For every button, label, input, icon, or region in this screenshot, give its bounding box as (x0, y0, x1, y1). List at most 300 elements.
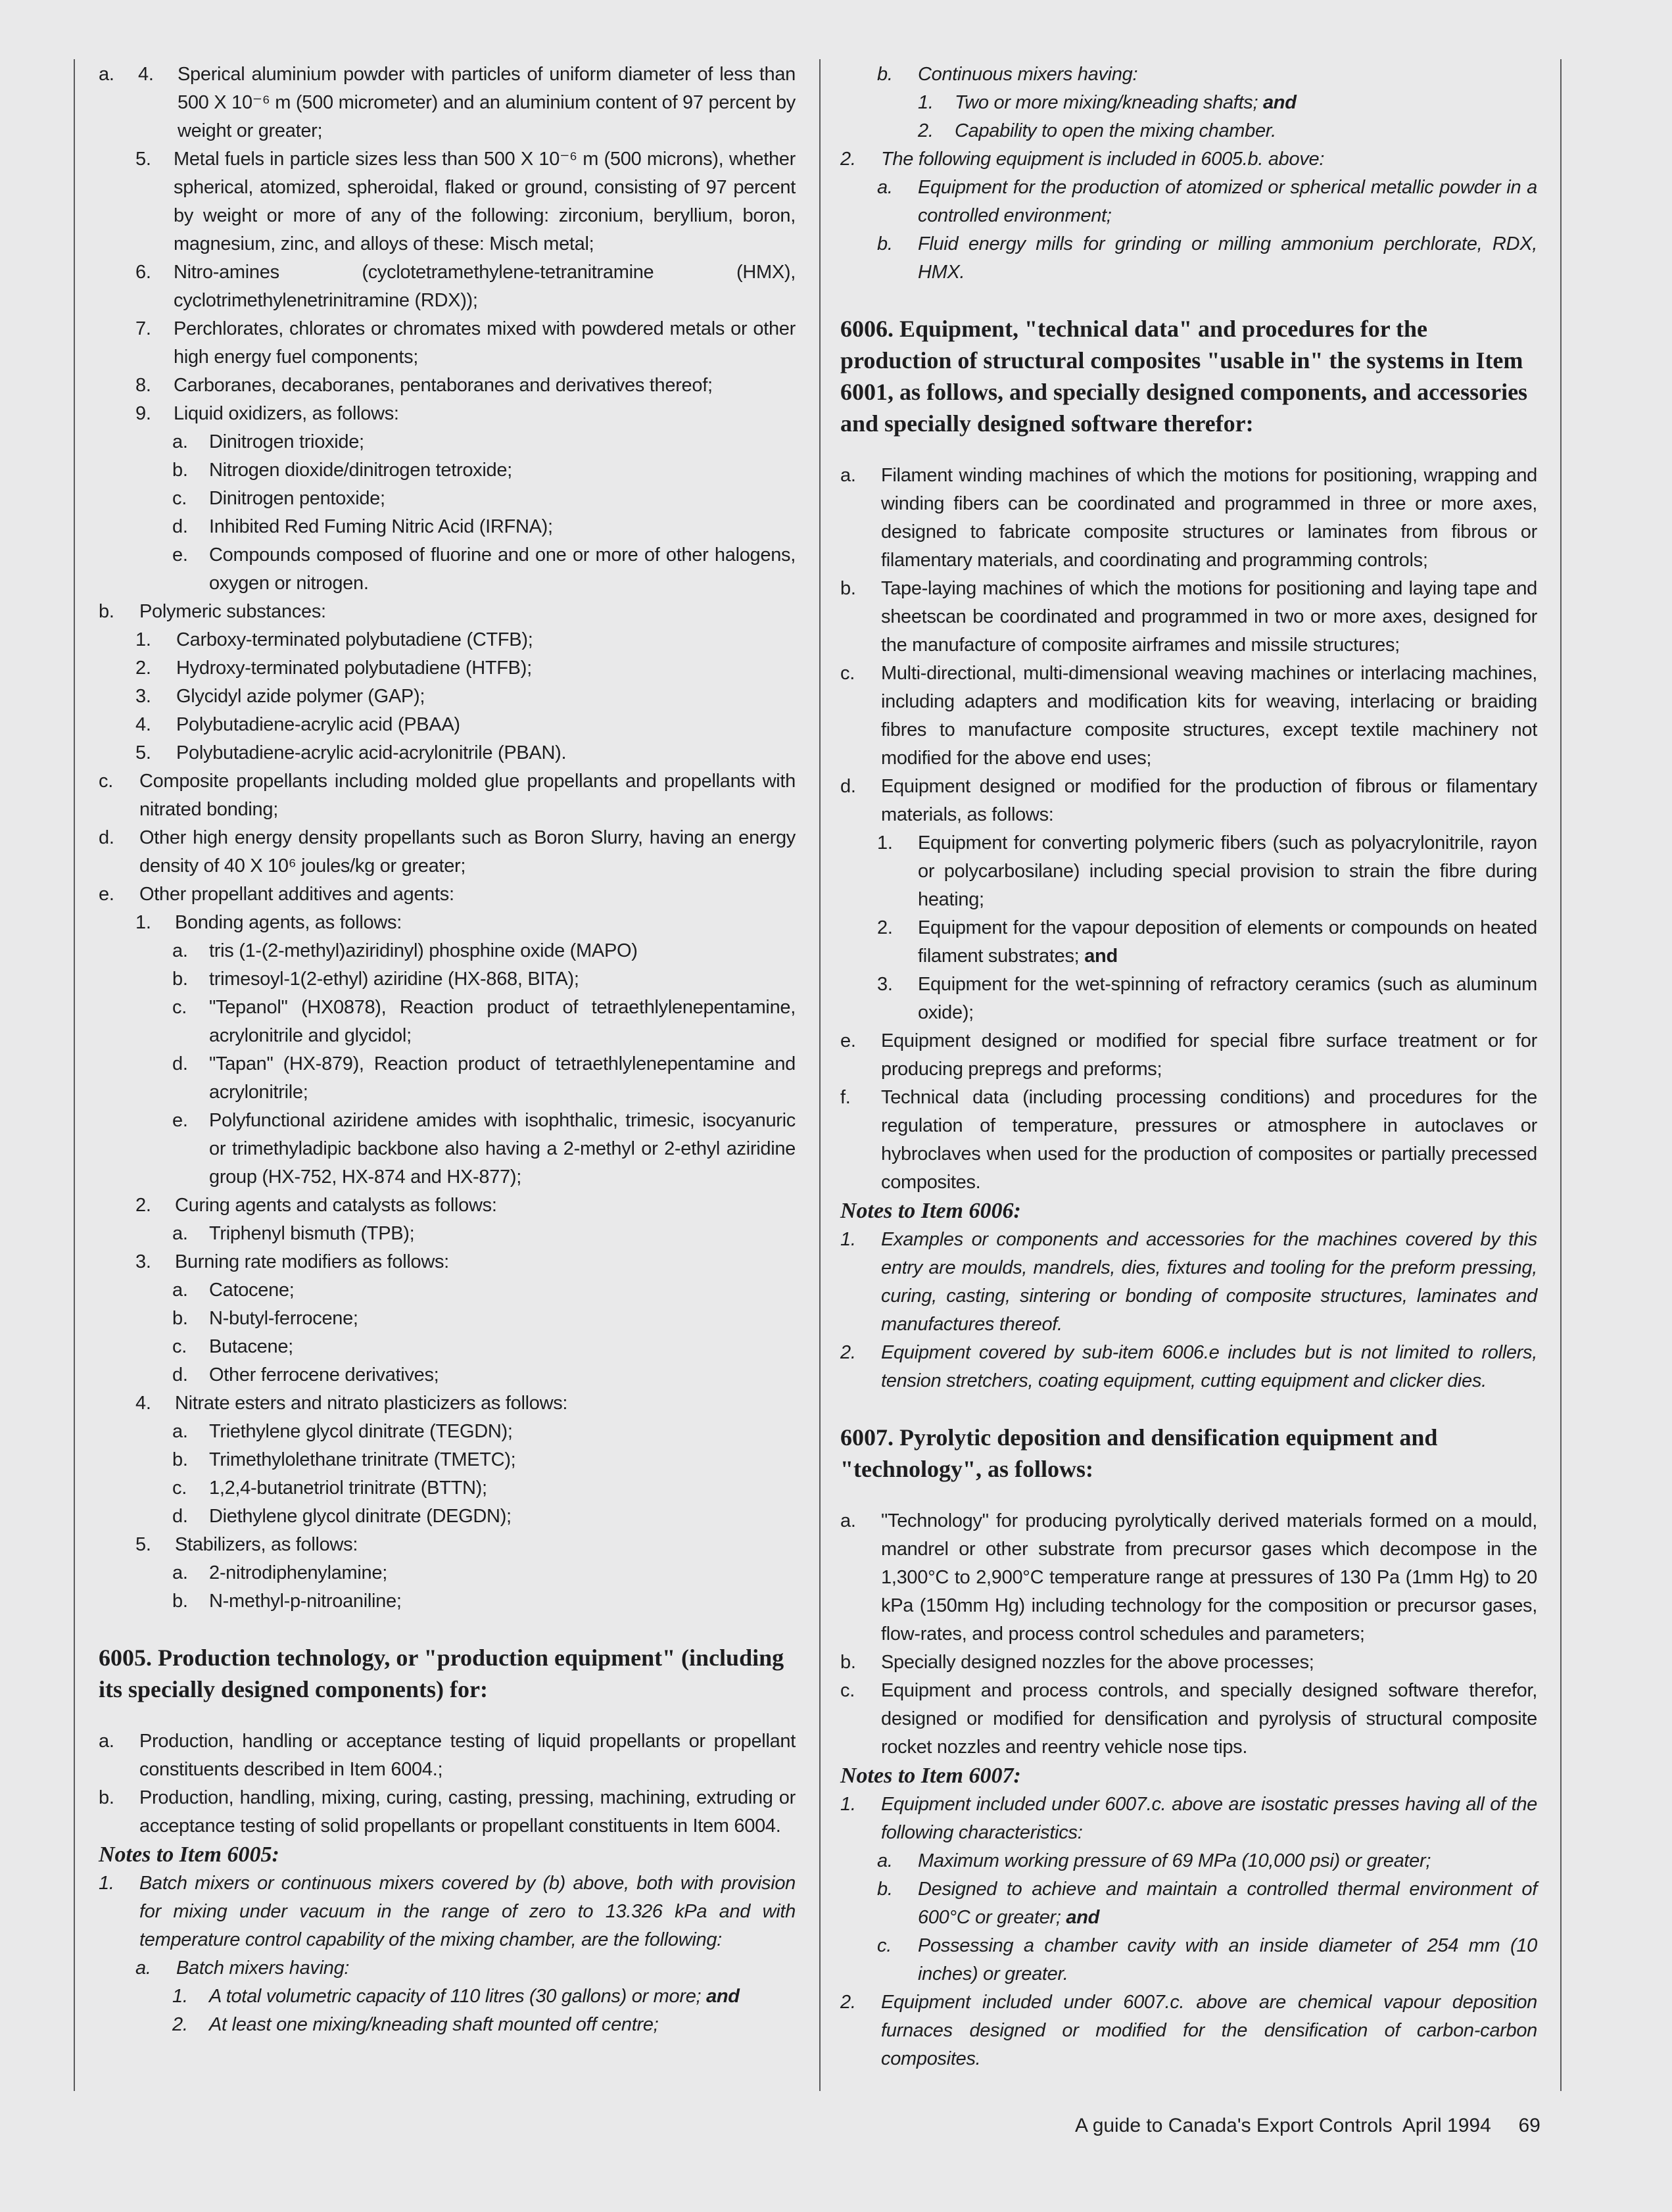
list-item-text (209, 1361, 796, 1389)
list-marker: 1. (99, 1873, 114, 1894)
list-item-text (209, 513, 796, 541)
list-item-text (175, 1531, 796, 1559)
item-text: Sperical aluminium powder with particles of uniform diameter of less than 500 X 10⁻⁶ m (500 micrometer) and an aluminium content of 97 percent by weight or greater; (178, 64, 796, 141)
list-item (99, 739, 796, 767)
emphasis-and: and (701, 1986, 740, 2007)
list-item-text (209, 2011, 796, 2039)
list-item-text (209, 1050, 796, 1107)
item-text: Nitrogen dioxide/dinitrogen tetroxide; (209, 460, 512, 481)
list-marker: d. (840, 776, 856, 797)
item-text: "Technology" for producing pyrolytically derived materials formed on a mould, mandrel or other substrate from precursor gases which decompose in the 1,300°C to 2,900°C temperature range at pressures of 130 Pa (1mm Hg) to 20 kPa (150mm Hg) including technology for the composition or precursor gases, flow-rates, and process control schedules and parameters; (881, 1510, 1537, 1645)
item-text: Diethylene glycol dinitrate (DEGDN); (209, 1506, 512, 1527)
list-marker: 3. (135, 686, 151, 707)
list-marker: 6. (135, 262, 151, 283)
section-heading: 6005. Production technology, or "production equipment" (including its specially designed components) for: (99, 1645, 784, 1702)
list-item (99, 711, 796, 739)
list-item (840, 1932, 1537, 1988)
list-item-text (881, 1084, 1537, 1197)
list-item-text (176, 683, 796, 711)
list-item (840, 145, 1537, 174)
item-text: Catocene; (209, 1280, 295, 1301)
list-item (99, 513, 796, 541)
list-item (99, 541, 796, 598)
list-marker: a. (172, 1421, 188, 1442)
item-text: "Tepanol" (HX0878), Reaction product of tetraethlylenepentamine, acrylonitrile and glycidol; (209, 997, 796, 1046)
item-text: Compounds composed of fluorine and one or more of other halogens, oxygen or nitrogen. (209, 544, 796, 594)
item-text: Equipment included under 6007.c. above are isostatic presses having all of the following characteristics: (881, 1794, 1537, 1843)
list-item (99, 1050, 796, 1107)
page-footer: A guide to Canada's Export Controls April 1994 69 (1075, 2115, 1541, 2136)
list-item (99, 1446, 796, 1474)
list-marker: b. (99, 601, 114, 622)
list-item-text (175, 1191, 796, 1220)
list-marker: a. (172, 940, 188, 961)
list-marker: 5. (135, 1534, 151, 1555)
list-item (99, 400, 796, 428)
list-item (99, 1248, 796, 1276)
list-item (99, 598, 796, 626)
list-item (99, 315, 796, 372)
item-text: Possessing a chamber cavity with an inside diameter of 254 mm (10 inches) or greater. (918, 1935, 1537, 1984)
list-item (99, 1220, 796, 1248)
item-text: A total volumetric capacity of 110 litres (30 gallons) or more; (209, 1986, 702, 2007)
list-item (99, 994, 796, 1050)
notes-heading: Notes to Item 6007: (840, 1764, 1021, 1788)
list-item (840, 1648, 1537, 1677)
list-item (99, 1389, 796, 1418)
list-item (840, 1226, 1537, 1339)
list-marker: 4. (138, 64, 154, 85)
list-item-text (209, 1276, 796, 1305)
list-marker: e. (172, 1110, 188, 1131)
list-marker: 8. (135, 375, 151, 396)
item-text: Technical data (including processing conditions) and procedures for the regulation of temperature, pressures or atmosphere in autoclaves or hybroclaves when used for the production of composites or partially precessed composites. (881, 1087, 1537, 1193)
list-marker: 2. (840, 1992, 856, 2013)
list-marker: c. (172, 488, 187, 509)
list-item-text (881, 145, 1537, 174)
center-column-rule (819, 59, 821, 2091)
list-marker: c. (840, 1680, 855, 1701)
list-item (99, 965, 796, 994)
right-column-rule (1560, 59, 1562, 2091)
list-item (840, 117, 1537, 145)
item-text: Stabilizers, as follows: (175, 1534, 358, 1555)
item-text: Fluid energy mills for grinding or milling ammonium perchlorate, RDX, HMX. (918, 233, 1537, 283)
list-item (99, 1333, 796, 1361)
item-text: Polymeric substances: (139, 601, 326, 622)
list-item-text (881, 773, 1537, 829)
list-marker: b. (840, 1652, 856, 1673)
list-item-text (955, 117, 1537, 145)
list-item-text (175, 1389, 796, 1418)
item-text: Dinitrogen trioxide; (209, 431, 364, 452)
list-item (99, 1784, 796, 1840)
list-item (840, 462, 1537, 575)
list-item (99, 145, 796, 258)
list-marker: a. (877, 177, 893, 198)
list-item (99, 485, 796, 513)
list-item-text (139, 767, 796, 824)
section-heading: 6007. Pyrolytic deposition and densification equipment and "technology", as follows: (840, 1424, 1438, 1482)
list-item (840, 174, 1537, 230)
item-text: Equipment for converting polymeric fibers (such as polyacrylonitrile, rayon or polycarbosilane) including special provision to strain the fibre during heating; (918, 832, 1537, 910)
list-item-text (174, 372, 796, 400)
list-item (840, 89, 1537, 117)
item-text: Inhibited Red Fuming Nitric Acid (IRFNA); (209, 516, 553, 537)
item-text: Dinitrogen pentoxide; (209, 488, 385, 509)
list-item (99, 1983, 796, 2011)
list-item-text (881, 1648, 1537, 1677)
item-text: Bonding agents, as follows: (175, 912, 402, 933)
item-text: Liquid oxidizers, as follows: (174, 403, 399, 424)
list-item (840, 1677, 1537, 1762)
item-text: Polybutadiene-acrylic acid-acrylonitrile (PBAN). (176, 742, 567, 763)
list-item-text (174, 145, 796, 258)
list-item (840, 1847, 1537, 1875)
list-item-text (209, 1983, 796, 2011)
item-text: Continuous mixers having: (918, 64, 1138, 85)
item-text: Production, handling or acceptance testing of liquid propellants or propellant constituents described in Item 6004.; (139, 1731, 796, 1780)
item-text: Nitrate esters and nitrato plasticizers as follows: (175, 1393, 568, 1414)
list-item-text (139, 1784, 796, 1840)
item-text: Nitro-amines (cyclotetramethylene-tetranitramine (HMX), cyclotrimethylenetrinitramine (RDX)); (174, 262, 796, 311)
item-text: Capability to open the mixing chamber. (955, 120, 1276, 141)
list-marker: b. (877, 233, 893, 254)
item-text: Batch mixers or continuous mixers covered by (b) above, both with provision for mixing under vacuum in the range of zero to 13.326 kPa and with temperature control capability of the mixing chamber, are the following: (139, 1873, 796, 1950)
list-item-text (209, 1418, 796, 1446)
item-text: Tape-laying machines of which the motions for positioning and laying tape and sheetscan be coordinated and programmed in two or more axes, designed for the manufacture of composite airframes and missile structures; (881, 578, 1537, 656)
item-text: N-methyl-p-nitroaniline; (209, 1591, 402, 1612)
list-item-text (174, 258, 796, 315)
item-text: Equipment for the production of atomized or spherical metallic powder in a controlled environment; (918, 177, 1537, 226)
item-text: Curing agents and catalysts as follows: (175, 1195, 497, 1216)
list-marker: 2. (840, 1342, 856, 1363)
list-marker: e. (172, 544, 188, 565)
list-marker: 1. (135, 629, 151, 650)
list-item-text (918, 829, 1537, 914)
list-item-text (209, 1587, 796, 1616)
list-marker: 2. (135, 1195, 151, 1216)
list-marker: b. (172, 460, 188, 481)
list-marker: d. (172, 1506, 188, 1527)
list-item (99, 1503, 796, 1531)
list-item (840, 971, 1537, 1027)
list-item-text (209, 485, 796, 513)
item-text: Other propellant additives and agents: (139, 884, 454, 905)
item-text: tris (1-(2-methyl)aziridinyl) phosphine oxide (MAPO) (209, 940, 638, 961)
list-marker: d. (99, 827, 114, 848)
list-item-text (209, 541, 796, 598)
list-item (99, 1418, 796, 1446)
list-marker: a. (135, 1958, 151, 1979)
list-item (99, 60, 796, 145)
item-text: Butacene; (209, 1336, 293, 1357)
list-item (99, 654, 796, 683)
list-item-text (139, 824, 796, 880)
list-item (99, 824, 796, 880)
list-item (99, 1531, 796, 1559)
list-marker: 1. (918, 92, 934, 113)
list-item (99, 1305, 796, 1333)
item-text: Multi-directional, multi-dimensional weaving machines or interlacing machines, including adapters and modification kits for weaving, interlacing or braiding fibres to manufacture composite structures, except textile machinery not modified for the above end uses; (881, 663, 1537, 769)
list-item (99, 258, 796, 315)
list-item-text (918, 60, 1537, 89)
item-text: "Tapan" (HX-879), Reaction product of tetraethlylenepentamine and acrylonitrile; (209, 1053, 796, 1103)
item-text: Examples or components and accessories for the machines covered by this entry are moulds, mandrels, dies, fixtures and tooling for the preform pressing, curing, casting, sintering or bonding of composite structures, laminates and manufactures thereof. (881, 1229, 1537, 1335)
list-item (99, 1559, 796, 1587)
list-item-text (174, 315, 796, 372)
list-item-text (881, 1226, 1537, 1339)
list-item (99, 1587, 796, 1616)
list-marker: 1. (135, 912, 151, 933)
item-text: Metal fuels in particle sizes less than 500 X 10⁻⁶ m (500 microns), whether spherical, atomized, spheroidal, flaked or ground, consisting of 97 percent by weight or more of any of the following: zirconium, beryllium, boron, magnesium, zinc, and alloys of these: Misch metal; (174, 149, 796, 254)
item-text: Carboranes, decaboranes, pentaboranes and derivatives thereof; (174, 375, 713, 396)
list-item-text (209, 428, 796, 456)
list-item-text (139, 598, 796, 626)
list-item (840, 1027, 1537, 1084)
list-marker: a. (172, 431, 188, 452)
list-item-text (881, 660, 1537, 773)
list-marker: b. (172, 969, 188, 990)
list-marker: c. (172, 997, 187, 1018)
item-text: Carboxy-terminated polybutadiene (CTFB); (176, 629, 533, 650)
item-text: Equipment for the vapour deposition of elements or compounds on heated filament substrates; (918, 917, 1537, 967)
list-item-text (209, 1305, 796, 1333)
list-item (99, 1954, 796, 1983)
list-marker: a. (840, 465, 856, 486)
item-text: N-butyl-ferrocene; (209, 1308, 358, 1329)
list-marker: b. (877, 64, 893, 85)
item-text: Equipment designed or modified for the production of fibrous or filamentary materials, as follows: (881, 776, 1537, 825)
list-item-text (918, 1932, 1537, 1988)
list-item-text (881, 1027, 1537, 1084)
list-marker: 2. (877, 917, 893, 938)
notes-heading: Notes to Item 6005: (99, 1842, 279, 1867)
list-marker: 3. (877, 974, 893, 995)
item-text: Perchlorates, chlorates or chromates mixed with powdered metals or other high energy fuel components; (174, 318, 796, 368)
list-item-text (209, 1503, 796, 1531)
list-item-text (176, 739, 796, 767)
list-marker: 2. (172, 2014, 188, 2035)
list-item (99, 909, 796, 937)
list-marker: 4. (135, 714, 151, 735)
list-item (99, 1107, 796, 1191)
list-marker: b. (172, 1591, 188, 1612)
list-item-text (881, 1677, 1537, 1762)
list-item (840, 914, 1537, 971)
item-text: Other ferrocene derivatives; (209, 1364, 439, 1385)
list-item (99, 626, 796, 654)
emphasis-and: and (1258, 92, 1297, 113)
list-item (99, 2011, 796, 2039)
list-marker: c. (877, 1935, 892, 1956)
list-item-text (918, 1847, 1537, 1875)
right-column (840, 60, 1537, 2073)
list-item-text (209, 1559, 796, 1587)
list-marker: 2. (840, 149, 856, 170)
item-text: Equipment and process controls, and specially designed software therefor, designed or modified for densification and pyrolysis of structural composite rocket nozzles and reentry vehicle nose tips. (881, 1680, 1537, 1758)
list-item (840, 575, 1537, 660)
list-marker: b. (840, 578, 856, 599)
list-marker: a. (877, 1850, 893, 1871)
list-item-text (176, 654, 796, 683)
item-text: 2-nitrodiphenylamine; (209, 1562, 387, 1583)
item-text: Specially designed nozzles for the above processes; (881, 1652, 1314, 1673)
list-item-text (881, 1988, 1537, 2073)
list-item-text (918, 230, 1537, 287)
list-marker: e. (99, 884, 114, 905)
list-marker: 2. (135, 658, 151, 679)
item-text: The following equipment is included in 6005.b. above: (881, 149, 1325, 170)
list-item-text (139, 1727, 796, 1784)
list-item-text (209, 456, 796, 485)
item-text: Designed to achieve and maintain a controlled thermal environment of 600°C or greater; (918, 1879, 1537, 1928)
list-marker: e. (840, 1030, 856, 1051)
list-marker: a. (172, 1562, 188, 1583)
list-marker: a. (172, 1280, 188, 1301)
list-item (840, 1339, 1537, 1395)
list-item-text (881, 1791, 1537, 1847)
list-item-text (209, 965, 796, 994)
item-text: Trimethylolethane trinitrate (TMETC); (209, 1449, 516, 1470)
list-item-text (881, 462, 1537, 575)
item-text: Equipment covered by sub-item 6006.e includes but is not limited to rollers, tension stretchers, coating equipment, cutting equipment and clicker dies. (881, 1342, 1537, 1391)
list-marker: 5. (135, 149, 151, 170)
list-item-text (918, 971, 1537, 1027)
list-item (99, 428, 796, 456)
item-text: trimesoyl-1(2-ethyl) aziridine (HX-868, BITA); (209, 969, 579, 990)
list-item-text (881, 1507, 1537, 1648)
item-text: Composite propellants including molded glue propellants and propellants with nitrated bonding; (139, 771, 796, 820)
emphasis-and: and (1061, 1907, 1100, 1928)
list-marker: 1. (877, 832, 893, 854)
section-heading: 6006. Equipment, "technical data" and procedures for the production of structural composites "usable in" the systems in Item 6001, as follows, and specially designed components, and accessories and specially designed software therefor: (840, 316, 1528, 437)
list-item (840, 660, 1537, 773)
list-marker: 1. (172, 1986, 188, 2007)
list-marker: f. (840, 1087, 851, 1108)
list-marker: d. (172, 1053, 188, 1074)
item-text: Production, handling, mixing, curing, casting, pressing, machining, extruding or acceptance testing of solid propellants or propellant constituents in Item 6004. (139, 1787, 796, 1837)
left-column-rule (74, 59, 75, 2091)
list-item-text (918, 174, 1537, 230)
list-item-text (209, 1446, 796, 1474)
list-item-text (139, 1869, 796, 1954)
list-marker: 2. (918, 120, 934, 141)
list-item (840, 1875, 1537, 1932)
list-item-text (139, 880, 796, 909)
item-text: Polyfunctional aziridene amides with isophthalic, trimesic, isocyanuric or trimethyladipic backbone also having a 2-methyl or 2-ethyl aziridine group (HX-752, HX-874 and HX-877); (209, 1110, 796, 1188)
list-item (99, 372, 796, 400)
list-item-text (209, 1333, 796, 1361)
list-item-text (209, 1474, 796, 1503)
list-item-text (209, 1220, 796, 1248)
item-text: 1,2,4-butanetriol trinitrate (BTTN); (209, 1478, 487, 1499)
list-marker: a. (99, 1731, 114, 1752)
item-text: Batch mixers having: (176, 1958, 350, 1979)
list-marker: c. (840, 663, 855, 684)
list-marker: d. (172, 1364, 188, 1385)
list-marker: 7. (135, 318, 151, 339)
list-item-text (955, 89, 1537, 117)
notes-heading: Notes to Item 6006: (840, 1199, 1021, 1223)
list-item-text (881, 1339, 1537, 1395)
list-item (840, 829, 1537, 914)
list-item-text (209, 994, 796, 1050)
item-text: Filament winding machines of which the motions for positioning, wrapping and winding fibers can be coordinated and programmed in three or more axes, designed to fabricate composite structures or laminates from fibrous or filamentary materials, and coordinating and programming controls; (881, 465, 1537, 571)
list-item (840, 1791, 1537, 1847)
list-marker: b. (877, 1879, 893, 1900)
list-item-text (176, 1954, 796, 1983)
emphasis-and: and (1079, 946, 1118, 967)
left-column (99, 60, 796, 2039)
list-marker: a. (99, 64, 114, 85)
item-text: Polybutadiene-acrylic acid (PBAA) (176, 714, 460, 735)
list-item (99, 683, 796, 711)
list-item (99, 1276, 796, 1305)
item-text: Equipment designed or modified for special fibre surface treatment or for producing prepregs and preforms; (881, 1030, 1537, 1080)
item-text: Equipment included under 6007.c. above are chemical vapour deposition furnaces designed or modified for the densification of carbon-carbon composites. (881, 1992, 1537, 2069)
item-text: Other high energy density propellants such as Boron Slurry, having an energy density of 40 X 10⁶ joules/kg or greater; (139, 827, 796, 877)
list-item (99, 1361, 796, 1389)
list-item (99, 1474, 796, 1503)
list-marker: 1. (840, 1794, 856, 1815)
list-item-text (175, 1248, 796, 1276)
list-marker: a. (172, 1223, 188, 1244)
list-item (99, 880, 796, 909)
list-marker: 4. (135, 1393, 151, 1414)
list-marker: 1. (840, 1229, 856, 1250)
list-item (99, 1191, 796, 1220)
list-item-text (881, 575, 1537, 660)
list-item-text (918, 914, 1537, 971)
list-item (840, 60, 1537, 89)
list-item-text (209, 937, 796, 965)
list-item (99, 767, 796, 824)
list-marker: c. (172, 1336, 187, 1357)
list-item (99, 1869, 796, 1954)
list-item (99, 456, 796, 485)
item-text: Triethylene glycol dinitrate (TEGDN); (209, 1421, 513, 1442)
item-text: Triphenyl bismuth (TPB); (209, 1223, 415, 1244)
list-marker: 5. (135, 742, 151, 763)
list-marker: c. (172, 1478, 187, 1499)
list-marker: b. (99, 1787, 114, 1808)
list-marker: c. (99, 771, 113, 792)
list-item-text (176, 711, 796, 739)
list-item-text (175, 909, 796, 937)
list-marker: a. (840, 1510, 856, 1531)
list-marker: 3. (135, 1251, 151, 1272)
list-item-text (178, 60, 796, 145)
list-item (99, 1727, 796, 1784)
list-item-text (174, 400, 796, 428)
list-item (840, 1988, 1537, 2073)
item-text: Hydroxy-terminated polybutadiene (HTFB); (176, 658, 532, 679)
item-text: Glycidyl azide polymer (GAP); (176, 686, 425, 707)
list-item (840, 773, 1537, 829)
list-item-text (209, 1107, 796, 1191)
item-text: Equipment for the wet-spinning of refractory ceramics (such as aluminum oxide); (918, 974, 1537, 1023)
item-text: Two or more mixing/kneading shafts; (955, 92, 1258, 113)
list-item-text (918, 1875, 1537, 1932)
item-text: Burning rate modifiers as follows: (175, 1251, 449, 1272)
list-item (840, 1084, 1537, 1197)
list-item (840, 1507, 1537, 1648)
list-marker: b. (172, 1449, 188, 1470)
list-marker: d. (172, 516, 188, 537)
item-text: Maximum working pressure of 69 MPa (10,000 psi) or greater; (918, 1850, 1431, 1871)
list-item (840, 230, 1537, 287)
